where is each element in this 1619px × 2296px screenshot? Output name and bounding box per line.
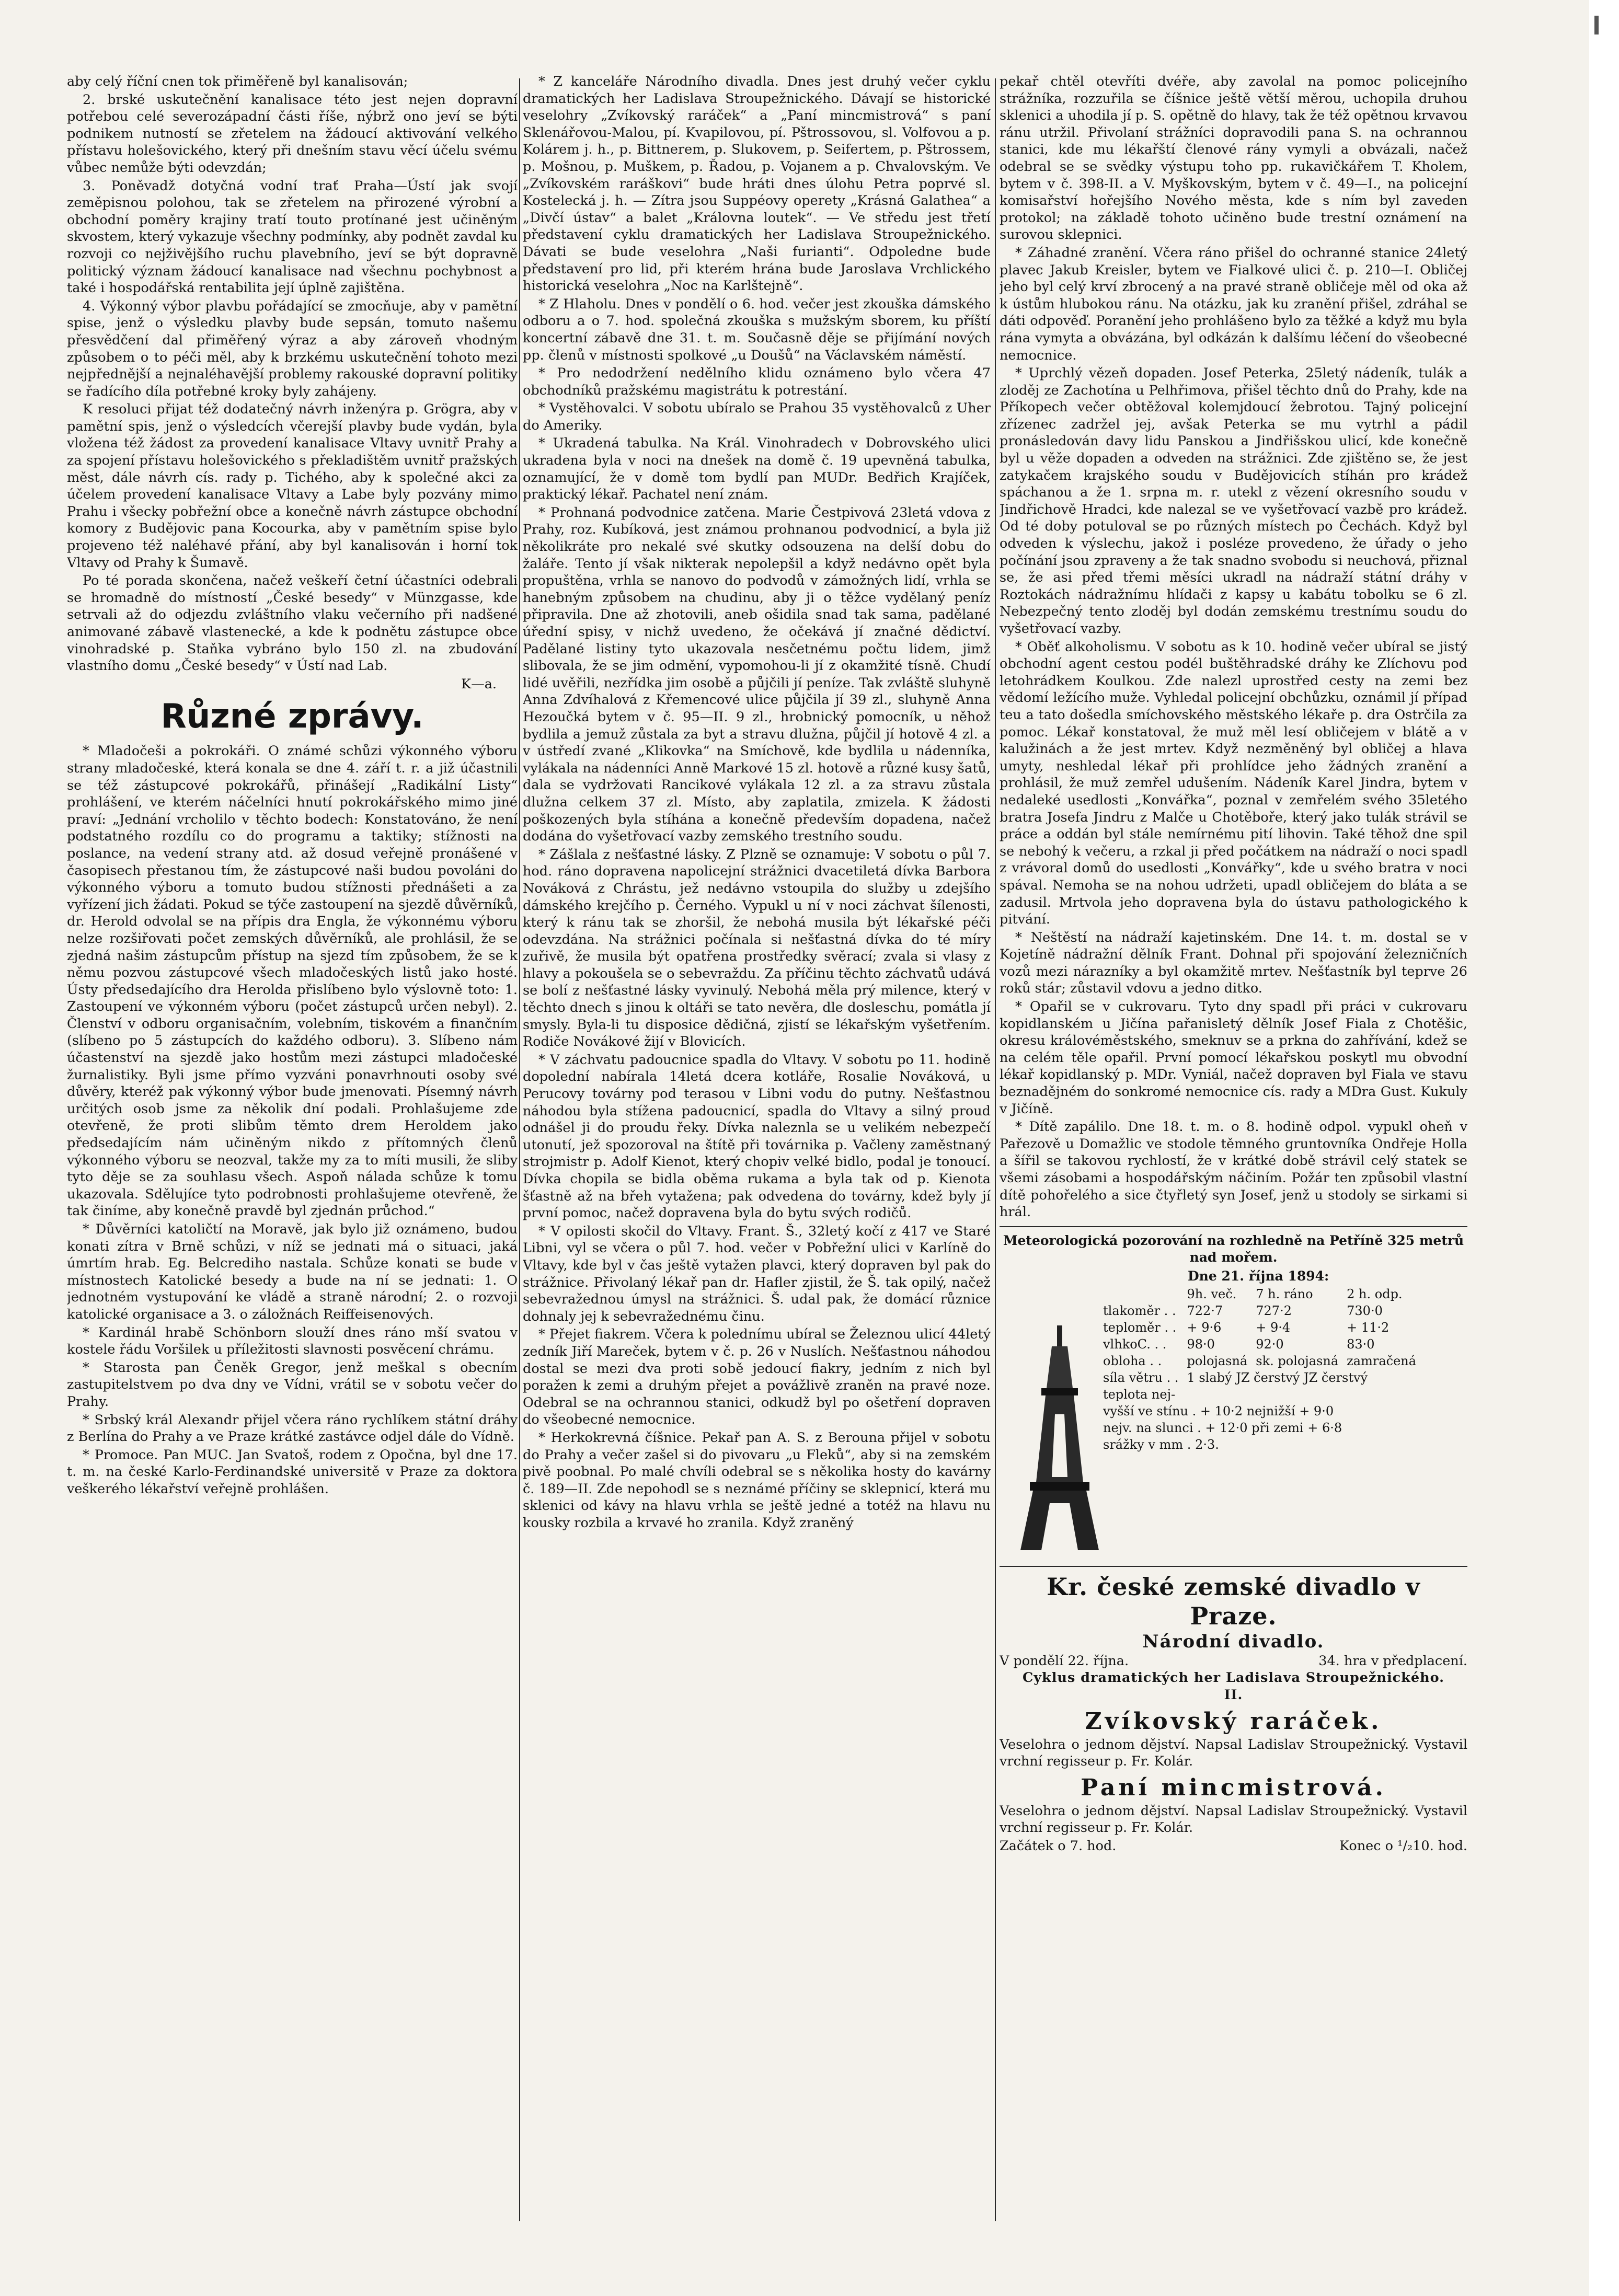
meteo-row (1099, 1302, 1420, 1319)
meteo-date: Dne 21. října 1894: (1188, 1268, 1329, 1284)
column-rule (995, 78, 996, 2221)
section-title: Různé zprávy. (160, 697, 424, 736)
meteo-row (1099, 1353, 1420, 1369)
news-item: * Mladočeši a pokrokáři. O známé schůzi výkonného výboru strany mladočeské, která konala se dne 4. září t. r. a již účastnili se též zástupcové pokrokářů, přinášejí „Radikální Listy“ prohlášení, ve kterém náčelníci hnutí pokrokářského mimo jiné praví: „Jednání vrcholilo v těchto bodech: Konstatováno, že není podstatného rozdílu co do programu a taktiky; stížnosti na poslance, na vedení strany atd. až dosud veřejně pronášené v časopisech přestanou tím, že zástupcové naši budou povoláni do výkonného výboru a tomuto budou stížnosti přednášeti a za vyřízení jich žádati. Pokud se týče zastoupení na sjezdě důvěrníků, dr. Herold odvolal se na přípis dra Engla, že výkonnému výboru nelze rozšiřovati počet zemských důvěrníků, ale prohlásil, že se zjedná našim zástupcům přístup na sjezd tím způsobem, že se k němu pozvou zástupcové všech mladočeských listů jako hosté. Ústy předsedajícího dra Herolda přislíbeno bylo výslovně toto: 1. Zastoupení ve výkonném výboru (počet zástupců určen nebyl). 2. Členství v odboru organisačním, volebním, tiskovém a finančním (slíbeno po 5 zástupcích do každého odboru). 3. Slíbeno nám účastenství na sjezdě jako hostům mezi zástupci mladočeské žurnalistiky. Byli jsme přímo vyzváni ponavrhnouti osoby své důvěry, kteréž pak výkonný výbor bude jmenovati. Písemný návrh určitých osob jsme za několik dní podali. Prohlašujeme zde otevřeně, že proti slibům těmto drem Heroldem jako předsedajícím nám učiněným nikdo z přítomných členů výkonného výboru se neozval, takže my za to míti musili, že sliby tyto děje se za souhlasu všech. Aspoň nálada schůze k tomu ukazovala. Sdělujíce tyto podrobnosti prohlašujeme otevřeně, že tak činíme, aby konečně pravdě byl zjednán průchod.“ (67, 743, 518, 1219)
news-item: * Promoce. Pan MUC. Jan Svatoš, rodem z Opočna, byl dne 17. t. m. na české Karlo-Ferdinandské universitě v Praze za doktora veškerého lékařství veřejně prohlášen. (67, 1447, 518, 1497)
meteo-box (1000, 1232, 1467, 1561)
author-signature: K—a. (461, 676, 497, 692)
resolution-point: 3. Poněvadž dotyčná vodní trať Praha—Ústí jak svojí zeměpisnou polohou, tak se zřetelem na přirozené výrobní a obchodní poměry krajiny tratí touto protínané jest učiněným skvostem, který vykazuje všechny podmínky, aby podnět zavdal ku rozvoji co nejživějšího ruchu plavebního, jeví se být dopravně politický význam žádoucí kanalisace nad všechnu pochybnost a také i hospodářská rentabilita její úplně zajištěna. (67, 178, 518, 296)
play-description: Veselohra o jednom dějství. Napsal Ladislav Stroupežnický. Vystavil vrchní regisseur p. Fr. Kolár. (1000, 1803, 1467, 1836)
news-item: * Prohnaná podvodnice zatčena. Marie Čestpivová 23letá vdova z Prahy, roz. Kubíková, jest známou prohnanou podvodnicí, a byla již několikráte pro nekalé své skutky odsouzena na delší dobu do žaláře. Tento jí však nikterak nepolepšil a když nedávno opět byla propuštěna, vrhla se nanovo do podvodů v zámožných lidí, vrhla se hanebným způsobem na chudinu, aby ji o těžce vydělaný peníz připravila. Dne až zhotovili, aneb ošidila snad tak sama, padělané úřední spisy, v nichž uvedeno, že očekává jí značné dědictví. Padělané listiny tyto ukazovala nesčetnému počtu lidem, jimž slibovala, že se jim odmění, vypomohou-li jí z okamžité tísně. Chudí lidé uvěřili, nezřídka jim osobě a půjčili jí peníze. Tak zvláště sluhyně Anna Zdvíhalová z Křemencové ulice půjčila jí 39 zl., sluhyně Anna Hezoučká bytem v č. 95—II. 9 zl., hrobnický pomocník, u něhož bydlila a jemuž zůstala za byt a stravu dlužna, půjčil jí hotově 4 zl. a v ústředí zvané „Klikovka“ na Smíchově, kde bydlila u nádenníka, vylákala na nádenníci Anně Markové 15 zl. hotově a různé kusy šatů, dala se vydržovati Rancikové vylákala 12 zl. a za stravu zůstala dlužna celkem 37 zl. Místo, aby zaplatila, zmizela. K žádosti poškozených byla stíhána a konečně především dopadena, načež dodána do vyšetřovací vazby zemského trestního soudu. (523, 504, 991, 845)
meteo-row-label: teploměr . . (1103, 1320, 1177, 1335)
meteo-row (1099, 1436, 1420, 1453)
petrin-tower-icon (1020, 1325, 1099, 1550)
theatre-subscription: 34. hra v předplacení. (1318, 1653, 1467, 1669)
meteo-value: zamračená (1347, 1353, 1417, 1368)
theatre-cycle: Cyklus dramatických her Ladislava Stroupežnického. (1022, 1670, 1445, 1686)
news-item: * Zášlala z nešťastné lásky. Z Plzně se oznamuje: V sobotu o půl 7. hod. ráno dopravena napolicejní strážnici dvacetiletá dívka Barbora Nováková z Chrástu, jež nedávno vstoupila do služby u zdejšího dámského krejčího p. Černého. Vypukl u ní v noci záchvat šílenosti, který k ránu tak se zhoršil, že nebohá musila být lékařské péči odevzdána. Na strážnici počínala si nešťastná dívka do té míry zuřivě, že musila být opatřena prostředky svěrací; zvala si vlasy z hlavy a pokoušela se o sebevraždu. Za příčinu těchto záchvatů udává se bolí z nešťastné lásky vyvinulý. Nebohá měla prý milence, který v těchto dnech s jinou k oltáři se tato nevěra, dle dosleschu, pomátla jí smysly. Byla-li tu disposice dědičná, zjistí se lékařským vyšetřením. Rodiče Novákové žijí v Blovicích. (523, 846, 991, 1050)
news-item: * Srbský král Alexandr přijel včera ráno rychlíkem státní dráhy z Berlína do Prahy a ve Praze krátké zastávce odjel dále do Vídně. (67, 1412, 518, 1445)
news-item: * Záhadné zranění. Včera ráno přišel do ochranné stanice 24letý plavec Jakub Kreisler, bytem ve Fialkové ulici č. p. 210—I. Obličej jeho byl celý krví zbrocený a na pravé straně obličeje měl od oka až k ústům hlubokou ránu. Na otázku, jak ku zranění přišel, zdráhal se dáti odpověď. Poranění jeho prohlášeno bylo za těžké a když mu byla rána vymyta a obvázána, byl odkázán k dalšímu léčení do všeobecné nemocnice. (1000, 245, 1467, 363)
news-item: * Pro nedodržení nedělního klidu oznámeno bylo včera 47 obchodníků pražskému magistrátu k potrestání. (523, 365, 991, 398)
theatre-title: Kr. české zemské divadlo v Praze. (1047, 1572, 1420, 1630)
end-time: Konec o ¹/₂10. hod. (1339, 1838, 1467, 1854)
news-item: * Přejet fiakrem. Včera k polednímu ubíral se Železnou ulicí 44letý zedník Jiří Mareček, bytem v č. p. 26 v Nuslích. Nešťastnou náhodou dostal se mezi dva proti sobě jedoucí fiakry, jedním z nich byl poražen k zemi a druhým přejet a povážlivě zraněn na pravé noze. Odebral se na ochrannou stanici, odkudž byl po ošetření dopraven do všeobecné nemocnice. (523, 1326, 991, 1428)
meteo-value: 730·0 (1347, 1303, 1383, 1318)
news-item: * Neštěstí na nádraží kajetinském. Dne 14. t. m. dostal se v Kojetíně nádražní dělník Frant. Dohnal při spojování železničních vozů mezi nárazníky a byl okamžitě mrtev. Nešťastník byl teprve 26 roků stár; zůstavil vdovu a jedno ditko. (1000, 929, 1467, 997)
theatre-subtitle: Národní divadlo. (1142, 1631, 1325, 1652)
news-item: * Dítě zapálilo. Dne 18. t. m. o 8. hodině odpol. vypukl oheň v Pařezově u Domažlic ve stodole těmného gruntovníka Ondřeje Holla a šířil se takovou rychlostí, že v krátké době strávil celý statek se všemi zásobami a hospodářským náčiním. Požár ten způsobil vlastní dítě pohořelého a sice čtyřletý syn Josef, jenž u stodoly se sirkami si hrál. (1000, 1119, 1467, 1220)
news-item: * Vystěhovalci. V sobotu ubíralo se Prahou 35 vystěhovalců z Uher do Ameriky. (523, 400, 991, 433)
news-item: * V záchvatu padoucnice spadla do Vltavy. V sobotu po 11. hodině dopolední nabírala 14letá dcera kotláře, Rosalie Nováková, u Perucovy továrny pod terasou v Libni vodu do putny. Nešťastnou náhodou byla stížena padoucnicí, spadla do Vltavy a silný proud odnášel ji do proudu řeky. Dívka naleznla se u velikém nebezpečí utonutí, jež spozoroval na štítě při továrnika p. Vačleny zaměstnaný strojmistr p. Adolf Kienot, který chopiv velké bidlo, podal je tonoucí. Dívka chopila se bidla oběma rukama a byla tak od p. Kienota šťastně až na břeh vytažena; pak odvedena do továrny, kdež byly jí první pomoc, načež dopravena byla do bytu svých rodičů. (523, 1052, 991, 1221)
meteo-value: sk. polojasná (1256, 1353, 1339, 1368)
meteo-title: Meteorologická pozorování na rozhledně na Petříně 325 metrů nad mořem. (1003, 1232, 1464, 1265)
theatre-cycle-number: II. (1224, 1687, 1243, 1703)
news-item: * V opilosti skočil do Vltavy. Frant. Š., 32letý kočí z 417 ve Staré Libni, vyl se včera o půl 7. hod. večer v Pobřežní ulici v Karlíně do Vltavy, kde byl v čas ještě vytažen plavci, který dopraven byl pak do strážnice. Přivolaný lékař pan dr. Hafler zjistil, že Š. tak opilý, načež sebevražednou úmysl na strážnici. Š. udal pak, že domácí různice dohnaly jej k sebevražednému činu. (523, 1223, 991, 1324)
meteo-value: 727·2 (1256, 1303, 1292, 1318)
column-2 (523, 73, 991, 2258)
meteo-row-label: síla větru . . (1103, 1370, 1179, 1385)
theatre-date: V pondělí 22. října. (1000, 1653, 1129, 1669)
play-description: Veselohra o jednom dějství. Napsal Ladislav Stroupežnický. Vystavil vrchní regisseur p. Fr. Kolár. (1000, 1736, 1467, 1770)
news-item: * Opařil se v cukrovaru. Tyto dny spadl při práci v cukrovaru kopidlanském u Jičína pařanisletý dělník Josef Fiala z Chotěšic, okresu královéměstského, smeknuv se a prkna do zahřívání, kdež se na celém těle opařil. První pomocí lékařskou poskytl mu obvodní lékař kopidlanský p. MDr. Vyniál, načež dopraven byl Fiala ve stavu beznadějném do sonkromé nemocnice cís. rady a MDra Gust. Kukuly v Jičíně. (1000, 999, 1467, 1117)
news-item: * Z kanceláře Národního divadla. Dnes jest druhý večer cyklu dramatických her Ladislava Stroupežnického. Dávají se historické veselohry „Zvíkovský raráček“ a „Paní mincmistrová“ s paní Sklenářovou-Malou, pí. Kvapilovou, pí. Pštrossovou, sl. Volfovou a p. Kolárem j. h., p. Bittnerem, p. Slukovem, p. Seifertem, p. Pštrossem, p. Mošnou, p. Muškem, p. Řadou, p. Vojanem a p. Chvalovským. Ve „Zvíkovském raráškovi“ bude hráti dnes úlohu Petra poprvé sl. Kostelecká j. h. — Zítra jsou Suppéovy operety „Krásná Galathea“ a „Divčí ústav“ a balet „Královna loutek“. — Ve středu jest třetí představení cyklu dramatických her Ladislava Stroupežnického. Dávati se bude veselohra „Naši furianti“. Odpoledne bude představení pro lid, při kterém hrána bude Jaroslava Vrchlického historická veselohra „Noc na Karlštejně“. (523, 74, 991, 294)
meteo-row (1099, 1319, 1420, 1336)
resolution-point: 2. brské uskutečnění kanalisace této jest nejen dopravní potřebou celé severozápadní části říše, nýbrž ono jeví se býti podnikem nutností se zřetelem na žádoucí aktivování velkého přístavu holešovického, který při dnešním stavu věcí účelu svému vůbec nemůže býti odevzdán; (67, 91, 518, 176)
meteo-value: + 9·4 (1256, 1320, 1291, 1335)
theatre-listing (1000, 1572, 1467, 1855)
meteo-row (1099, 1420, 1420, 1436)
play-title: Zvíkovský raráček. (1085, 1707, 1382, 1735)
play-title: Paní mincmistrová. (1081, 1774, 1386, 1801)
resolution-text: aby celý říční cnen tok přiměřeně byl kanalisován; (67, 74, 408, 89)
meteo-temp-label: teplota nej- (1103, 1387, 1176, 1402)
news-item: * Starosta pan Čeněk Gregor, jenž meškal s obecním zastupitelstvem po dva dny ve Vídni, vrátil se v sobotu večer do Prahy. (67, 1359, 518, 1410)
news-item: * Důvěrníci katoličtí na Moravě, jak bylo již oznámeno, budou konati zítra v Brně schůzi, v níž se jednati má o situaci, jaká úmrtím hrab. Eg. Belcrediho nastala. Schůze konati se bude v místnostech Katolické besedy a bude na ní se jednati: 1. O jednotném vystupování ke vládě a straně národní; 2. o rozvoji katolické organisace a 3. o záložnách Reiffeisenových. (67, 1221, 518, 1322)
theatre-date-row (1000, 1653, 1467, 1670)
start-time: Začátek o 7. hod. (1000, 1838, 1117, 1854)
news-item: * Ukradená tabulka. Na Král. Vinohradech v Dobrovského ulici ukradena byla v noci na dnešek na domě č. 19 upevněná tabulka, oznamující, že v domě tom bydlí pan MUDr. Bedřich Krajíček, praktický lékař. Pachatel není znám. (523, 435, 991, 503)
meteo-temp-line: nejv. na slunci . + 12·0 při zemi + 6·8 (1103, 1420, 1342, 1435)
resolution-text: Po té porada skončena, načež veškeří četní účastníci odebrali se hromadně do místností „České besedy“ v Münzgasse, kde setrvali až do odjezdu zvláštního vlaku večerního při nadšené animované zábavě vlastenecké, a kde k podnětu zástupce obce vinohradské p. Staňka vybráno bylo 150 zl. na zbudování vlastního domu „České besedy“ v Ústí nad Lab. (67, 573, 518, 674)
column-3 (1000, 73, 1467, 2258)
meteo-value: 83·0 (1347, 1336, 1375, 1352)
resolution-point: 4. Výkonný výbor plavbu pořádající se zmocňuje, aby v pamětní spise, jenž o výsledku plavby bude sepsán, tomuto našemu přesvědčení dal přiměřený výraz a aby zároveň vhodným způsobem o to péči měl, aby k brzkému uskutečnění tohoto mezi nejpřednější a nejnaléhavější problemy rakouské dopravní politiky se řadícího díla potřebné kroky byly zahájeny. (67, 298, 518, 399)
meteo-value: 1 slabý JZ čerstvý JZ čerstvý (1187, 1370, 1368, 1385)
column-1 (67, 73, 518, 2258)
meteo-col-header: 7 h. ráno (1256, 1286, 1313, 1301)
meteo-row (1099, 1386, 1420, 1403)
meteo-col-header: 2 h. odp. (1347, 1286, 1403, 1301)
resolution-text: K resoluci přijat též dodatečný návrh inženýra p. Grögra, aby v pamětní spis, jenž o výsledcích včerejší plavby bude vydán, byla vložena též žádost za provedení kanalisace Vltavy uvnitř Prahy a za spojení přístavu holešovického s překladištěm uvnitř pražských měst, dále návrh cís. rady p. Tichého, aby k společné akci za účelem provedení kanalisace Vltavy a Labe byly pozvány mimo Prahu i všecky pobřežní obce a konečně návrh zástupce obchodní komory z Budějovic pana Kocourka, aby v pamětním spise bylo projeveno též naléhavé přání, aby byl kanalisován i horní tok Vltavy od Prahy k Šumavě. (67, 401, 518, 571)
meteo-precipitation: srážky v mm . 2·3. (1103, 1437, 1219, 1452)
meteo-value: 92·0 (1256, 1336, 1284, 1352)
scan-margin (1589, 0, 1619, 2296)
meteo-value: 722·7 (1187, 1303, 1223, 1318)
scan-edge-mark (1594, 16, 1599, 34)
meteo-header-row (1099, 1286, 1420, 1302)
divider (1000, 1566, 1467, 1567)
meteo-col-header: 9h. več. (1187, 1286, 1237, 1301)
meteo-value: polojasná (1187, 1353, 1248, 1368)
column-rule (519, 78, 520, 2221)
meteo-temp-line: vyšší ve stínu . + 10·2 nejnižší + 9·0 (1103, 1403, 1334, 1418)
meteo-row (1099, 1336, 1420, 1353)
meteo-row (1099, 1403, 1420, 1420)
news-item: * Uprchlý vězeň dopaden. Josef Peterka, 25letý nádeník, tulák a zloděj ze Zachotína u Pelhřimova, přišel těchto dnů do Prahy, kde na Příkopech večer obtěžoval kolemjdoucí žebrotou. Tajný policejní zřízenec zadržel jej, avšak Peterka se mu vytrhl a pádil pronásledován davy lidu Panskou a Jindřišskou ulicí, kde konečně byl u věže dopaden a odveden na strážnici. Zde zjištěno se, že jest zatykačem krajského soudu v Budějovicích stíhán pro krádež spáchanou a že 1. srpna m. r. utekl z vězení okresního soudu v Jindřichově Hradci, kde nalezal se ve vyšetřovací vazbě pro krádež. Od té doby potuloval se po různých místech po Čechách. Když byl odveden k výslechu, jakož i posléze provedeno, že úřady o jeho počínání jsou zpraveny a že tak snadno svobodu si neuchová, přiznal se, že asi před třemi měsíci ukradl na nádraží státní dráhy v Roztokách nádražnímu hlídači z kapsy u kabátu tobolku se 6 zl. Nebezpečný tento zloděj byl dodán zemskému trestnímu soudu do vyšetřovací vazby. (1000, 365, 1467, 637)
divider (1000, 1226, 1467, 1227)
meteo-row-label: obloha . . (1103, 1353, 1162, 1368)
meteo-table (1099, 1286, 1420, 1453)
meteo-value: 98·0 (1187, 1336, 1215, 1352)
news-item: * Oběť alkoholismu. V sobotu as k 10. hodině večer ubíral se jistý obchodní agent cestou podél buštěhradské dráhy ke Zlíchovu pod letohrádkem Koulkou. Zde nalezl uprostřed cesty na zemi bez vědomí ležícího muže. Vyhledal policejní obchůzku, oznámil jí případ teu a tato došedla smíchovského městského lékaře p. dra Ostrčila za pomoc. Lékař konstatoval, že muž měl lesí obličejem v blátě a v kalužinách a že jest mrtev. Když nezměněný byl obličej a hlava umyty, neshledal lékař při prohlídce jeho žádných zranění a prohlásil, že muž zemřel udušením. Nádeník Karel Jindra, bytem v nedaleké usedlosti „Konvářka“, poznal v zemřelém svého 35letého bratra Josefa Jindru z Malče u Chotěboře, který jako tulák strávil se práce a oddán byl stále nemírnému pití lihovin. Také těhož dne spil se nebohý k večeru, a rzkal ji před počátkem na nádraží o noci spadl z vrávoral domů do usedlosti „Konvářky“, kde u svého bratra v noci spával. Nemoha se na nohou udržeti, upadl obličejem do bláta a se zadusil. Mrtvola jeho dopravena byla do ústavu pathologického k pitvání. (1000, 639, 1467, 928)
meteo-row (1099, 1369, 1420, 1386)
news-item: * Herkokrevná číšnice. Pekař pan A. S. z Berouna přijel v sobotu do Prahy a večer zašel si do pivovaru „u Fleků“, aby si na zemském pivě poobnal. Po malé chvíli odebral se s několika hosty do kavárny č. 189—II. Zde nepohodl se s neznámé příčiny se sklepnicí, která mu sklenici od kávy na hlavu vrhla se ještě jedné a totéž na hlavu nu kousky rozbila a krvavé ho zranila. Když zraněný (523, 1429, 991, 1531)
meteo-value: + 9·6 (1187, 1320, 1222, 1335)
news-item: * Z Hlaholu. Dnes v pondělí o 6. hod. večer jest zkouška dámského odboru a o 7. hod. společná zkouška s mužským sborem, ku příští koncertní zábavě dne 31. t. m. Současně děje se přijímání nových pp. členů v místnosti spolkové „u Doušů“ na Václavském náměstí. (523, 296, 991, 363)
theatre-times (1000, 1838, 1467, 1855)
meteo-value: + 11·2 (1347, 1320, 1390, 1335)
meteo-row-label: tlakoměr . . (1103, 1303, 1176, 1318)
news-item-continued: pekař chtěl otevříti dvéře, aby zavolal na pomoc policejního strážníka, rozzuřila se číšnice ještě větší měrou, uchopila druhou sklenici a uhodila jí p. S. opětně do hlavy, tak že též opětnou krvavou ránu utržil. Přivolaní strážníci dopravodili pana S. na ochrannou stanici, kde mu lékařští členové rány vymyli a obvázali, načež odebral se se svědky výstupu toho pp. rukavičkářem T. Kholem, bytem v č. 398-II. a V. Myškovským, bytem v č. 49—I., na policejní komisařství hořejšího Nového města, kde s ním byl zaveden protokol; na základě tohoto učiněno bude trestní oznámení na surovou sklepnici. (1000, 74, 1467, 243)
news-item: * Kardinál hrabě Schönborn slouží dnes ráno mší svatou v kostele řádu Voršilek u příležitosti slavnosti posvěcení chrámu. (67, 1324, 518, 1358)
meteo-row-label: vlhkoC. . . (1103, 1336, 1167, 1352)
